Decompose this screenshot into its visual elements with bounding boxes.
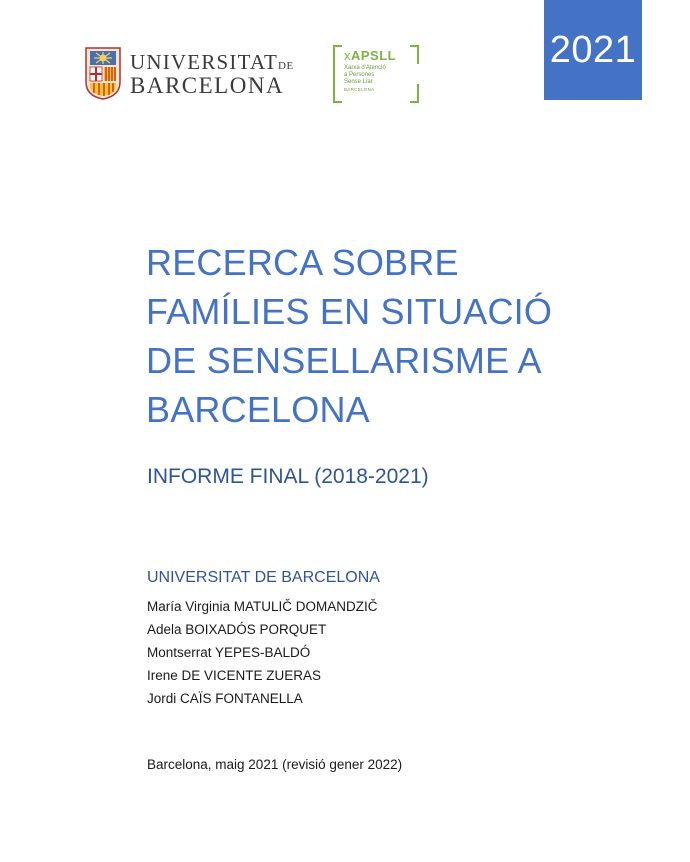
university-name-line2: BARCELONA: [130, 73, 285, 98]
document-subtitle: INFORME FINAL (2018-2021): [147, 465, 429, 488]
xapsll-title: xAPSLL: [344, 48, 397, 63]
organization-name: UNIVERSITAT DE BARCELONA: [147, 569, 380, 586]
university-name-line1: UNIVERSITATDE: [130, 50, 294, 74]
author-name: Jordi CAÏS FONTANELLA: [147, 691, 303, 706]
author-name: Irene DE VICENTE ZUERAS: [147, 668, 322, 683]
xapsll-subtitle: Xarxa d'Atenció a Persones Sense Llar BARCELONA: [344, 65, 386, 92]
author-name: Montserrat YEPES-BALDÓ: [147, 645, 311, 660]
author-name: María Virginia MATULIČ DOMANDZIČ: [147, 599, 378, 614]
place-and-date: Barcelona, maig 2021 (revisió gener 2022): [147, 757, 403, 772]
title-line: FAMÍLIES EN SITUACIÓ: [146, 291, 553, 332]
author-name: Adela BOIXADÓS PORQUET: [147, 622, 327, 637]
author-list: [147, 595, 378, 710]
university-seal-icon: [84, 44, 122, 100]
xapsll-logo: [330, 44, 422, 104]
title-line: DE SENSELLARISME A: [146, 340, 542, 381]
document-title: [146, 238, 616, 434]
university-logo: [84, 44, 304, 100]
title-line: RECERCA SOBRE: [146, 242, 459, 283]
title-line: BARCELONA: [146, 389, 370, 430]
year-badge: 2021: [544, 0, 642, 100]
